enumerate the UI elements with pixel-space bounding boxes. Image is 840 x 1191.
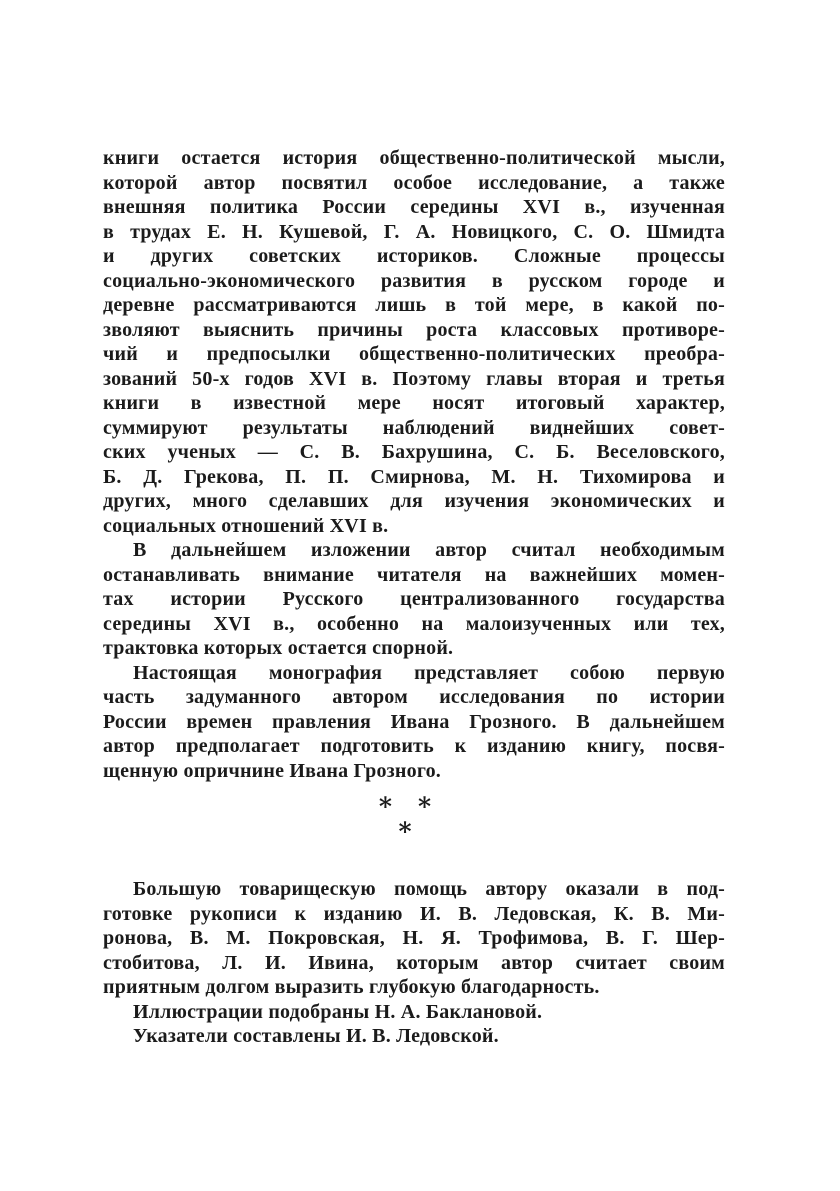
text-line: книги в известной мере носят итоговый характер, bbox=[103, 392, 725, 414]
text-line: и других советских историков. Сложные процессы bbox=[103, 245, 725, 267]
text-line: стобитова, Л. И. Ивина, которым автор считает своим bbox=[103, 951, 725, 974]
text-line: В дальнейшем изложении автор считал необходимым bbox=[133, 539, 725, 561]
text-line: готовке рукописи к изданию И. В. Ледовская, К. В. Ми- bbox=[103, 902, 725, 925]
asterisk-ornament: * bbox=[418, 792, 432, 821]
text-line: часть задуманного автором исследования по истории bbox=[103, 686, 725, 708]
paragraph-6 bbox=[103, 1024, 725, 1049]
text-line: ронова, В. М. Покровская, Н. Я. Трофимова, В. Г. Шер- bbox=[103, 927, 725, 949]
asterisk-divider bbox=[94, 792, 716, 846]
text-line: автор предполагает подготовить к изданию книгу, посвя- bbox=[103, 735, 725, 757]
text-line: которой автор посвятил особое исследование, а также bbox=[103, 171, 725, 194]
text-line: зволяют выяснить причины роста классовых противоре- bbox=[103, 318, 725, 341]
text-line: останавливать внимание читателя на важнейших момен- bbox=[103, 563, 725, 586]
text-line: чий и предпосылки общественно-политических преобра- bbox=[103, 343, 725, 365]
text-line: середины XVI в., особенно на малоизученных или тех, bbox=[103, 612, 725, 635]
text-line: зований 50-х годов XVI в. Поэтому главы вторая и третья bbox=[103, 367, 725, 390]
text-line: щенную опричнине Ивана Грозного. bbox=[103, 759, 442, 782]
text-line: тах истории Русского централизованного государства bbox=[103, 588, 725, 610]
asterisk-ornament: * bbox=[378, 792, 392, 821]
page-text bbox=[103, 146, 725, 1049]
asterisk-row bbox=[94, 817, 716, 846]
text-line: деревне рассматриваются лишь в той мере, в какой по- bbox=[103, 294, 725, 316]
text-line: Указатели составлены И. В. Ледовской. bbox=[133, 1025, 499, 1047]
asterisk-ornament: * bbox=[398, 817, 412, 846]
text-line: Большую товарищескую помощь автору оказали в под- bbox=[133, 878, 725, 900]
text-line: суммируют результаты наблюдений виднейших совет- bbox=[103, 416, 725, 439]
text-line: книги остается история общественно-политической мысли, bbox=[103, 147, 725, 169]
text-line: России времен правления Ивана Грозного. В дальнейшем bbox=[103, 710, 725, 733]
text-line: социально-экономического развития в русском городе и bbox=[103, 269, 725, 292]
paragraph-5 bbox=[103, 1000, 725, 1025]
text-line: других, много сделавших для изучения экономических и bbox=[103, 490, 725, 512]
paragraph-0 bbox=[103, 146, 725, 538]
text-line: трактовка которых остается спорной. bbox=[103, 637, 454, 659]
paragraph-1 bbox=[103, 538, 725, 661]
text-line: ских ученых — С. В. Бахрушина, С. Б. Веселовского, bbox=[103, 441, 725, 463]
paragraph-2 bbox=[103, 661, 725, 784]
text-line: социальных отношений XVI в. bbox=[103, 514, 389, 537]
text-line: внешняя политика России середины XVI в., изученная bbox=[103, 196, 725, 218]
text-line: Настоящая монография представляет собою первую bbox=[133, 661, 725, 684]
text-line: Иллюстрации подобраны Н. А. Баклановой. bbox=[133, 1000, 543, 1023]
text-line: Б. Д. Грекова, П. П. Смирнова, М. Н. Тихомирова и bbox=[103, 465, 725, 488]
paragraph-4 bbox=[103, 877, 725, 1000]
text-line: приятным долгом выразить глубокую благодарность. bbox=[103, 976, 600, 998]
text-line: в трудах Е. Н. Кушевой, Г. А. Новицкого, С. О. Шмидта bbox=[103, 220, 725, 243]
